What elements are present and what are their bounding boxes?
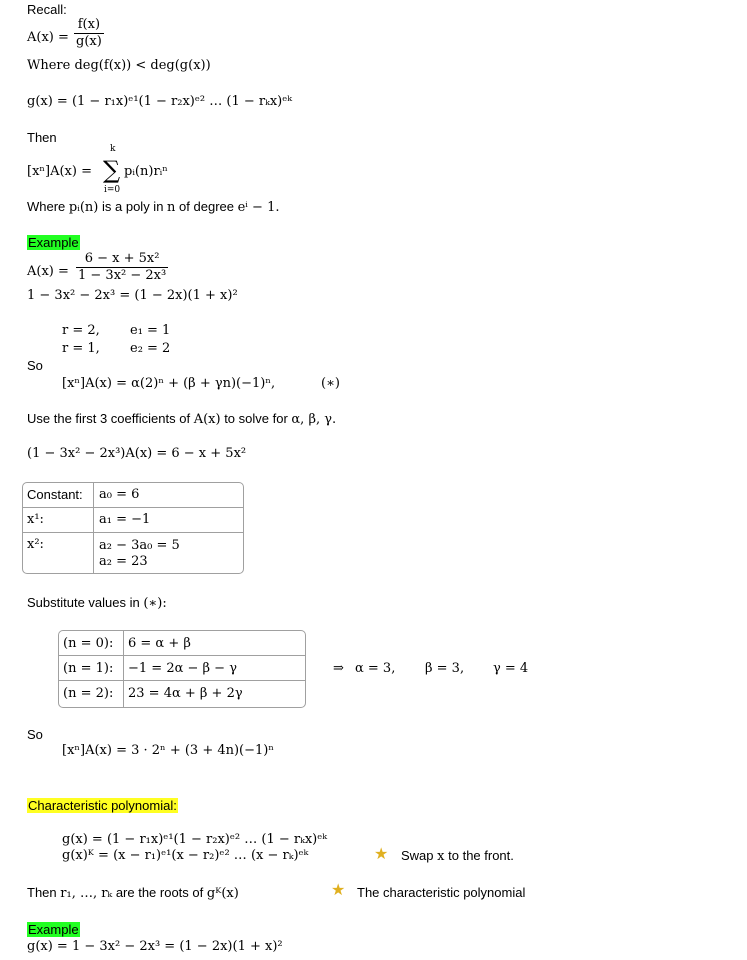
example-a-fraction: [76, 251, 168, 284]
example-a-numerator: 6 − x + 5x²: [76, 251, 168, 268]
row-label: (n = 0):: [63, 636, 114, 651]
poly-note-math: n: [167, 200, 176, 215]
a-def-denominator: g(x): [76, 34, 102, 49]
sum-term: pᵢ(n)rᵢⁿ: [124, 164, 168, 179]
example-highlight: Example: [28, 235, 79, 250]
multiplicity-e2: e₂ = 2: [130, 341, 171, 356]
substitute-math: (∗):: [143, 596, 167, 611]
poly-note-math: pᵢ(n): [68, 200, 99, 215]
roots-note-text: are the roots of: [115, 885, 204, 900]
a-def-lhs: A(x) =: [27, 30, 69, 45]
row-label: Constant:: [27, 487, 83, 502]
row-label: (n = 1):: [63, 661, 114, 676]
root-r1: r = 2,: [62, 323, 100, 338]
example2-g: g(x) = 1 − 3x² − 2x³ = (1 − 2x)(1 + x)²: [27, 939, 283, 954]
poly-note-math: eⁱ − 1.: [237, 200, 280, 215]
use-coefficients-note: [27, 411, 336, 428]
row-label: (n = 2):: [63, 686, 114, 701]
use-note-text: Use the first 3 coefficients of: [27, 411, 191, 426]
table-row: [23, 533, 243, 573]
row-value: a₀ = 6: [99, 487, 140, 502]
row-equation: −1 = 2α − β − γ: [128, 661, 237, 676]
multiplicity-e1: e₁ = 1: [130, 323, 171, 338]
a-def-numerator: f(x): [74, 17, 104, 34]
solution-alpha: α = 3,: [355, 661, 396, 676]
a-def-fraction: [74, 17, 104, 50]
sum-lower-limit: i=0: [104, 185, 121, 195]
root-r2: r = 1,: [62, 341, 100, 356]
roots-note-math: gᴷ(x): [206, 886, 239, 901]
coef-lhs: [xⁿ]A(x) =: [27, 164, 92, 179]
charpoly-highlight: Characteristic polynomial:: [28, 798, 177, 813]
example-label: [27, 235, 80, 251]
row-label: x²:: [27, 537, 44, 552]
row-equation: 6 = α + β: [128, 636, 191, 651]
sum-upper-limit: k: [110, 144, 116, 154]
star-icon: ★: [331, 882, 346, 899]
table-row: [23, 483, 243, 508]
solution-beta: β = 3,: [425, 661, 465, 676]
charpoly-note: The characteristic polynomial: [357, 885, 526, 900]
roots-note-math: r₁, …, rₖ: [60, 886, 113, 901]
star-icon: ★: [374, 846, 389, 863]
equation-tag: (∗): [321, 376, 340, 391]
row-value: a₂ = 23: [99, 554, 148, 569]
poly-note-text: Where: [27, 199, 66, 214]
poly-note-text: is a poly in: [102, 199, 164, 214]
row-value: a₁ = −1: [99, 512, 151, 527]
row-equation: 23 = 4α + β + 2γ: [128, 686, 243, 701]
swap-note: [401, 848, 514, 865]
g-definition: g(x) = (1 − r₁x)ᵉ¹(1 − r₂x)ᵉ² … (1 − rₖx)ᵉᵏ: [27, 94, 293, 109]
use-note-math: α, β, γ.: [291, 412, 337, 427]
swap-note-text: to the front.: [448, 848, 514, 863]
use-note-math: A(x): [193, 412, 221, 427]
charpoly-g: g(x) = (1 − r₁x)ᵉ¹(1 − r₂x)ᵉ² … (1 − rₖx)ᵉᵏ: [62, 832, 328, 847]
substitute-note: [27, 595, 167, 612]
final-formula: [xⁿ]A(x) = 3 · 2ⁿ + (3 + 4n)(−1)ⁿ: [62, 743, 274, 758]
table-row: [23, 508, 243, 533]
roots-note-text: Then: [27, 885, 57, 900]
example-a-denominator: 1 − 3x² − 2x³: [78, 268, 167, 283]
general-formula: [xⁿ]A(x) = α(2)ⁿ + (β + γn)(−1)ⁿ,: [62, 376, 276, 391]
swap-note-text: Swap: [401, 848, 434, 863]
example-a-lhs: A(x) =: [27, 264, 69, 279]
coefficient-table: [22, 482, 244, 574]
example-label: [27, 922, 80, 938]
row-label: x¹:: [27, 512, 44, 527]
substitute-text: Substitute values in: [27, 595, 140, 610]
then-label: Then: [27, 130, 57, 145]
system-table: [58, 630, 306, 708]
product-equation: (1 − 3x² − 2x³)A(x) = 6 − x + 5x²: [27, 446, 247, 461]
use-note-text: to solve for: [224, 411, 288, 426]
summation-symbol: ∑: [103, 156, 121, 184]
so-label: So: [27, 727, 43, 742]
example-highlight: Example: [28, 922, 79, 937]
row-value: a₂ − 3a₀ = 5: [99, 538, 180, 553]
table-row: [59, 656, 305, 681]
so-label: So: [27, 358, 43, 373]
swap-note-math: x: [437, 849, 445, 864]
poly-degree-note: [27, 199, 279, 216]
solution-gamma: γ = 4: [493, 661, 529, 676]
implies-arrow: ⇒: [333, 661, 344, 676]
factorization: 1 − 3x² − 2x³ = (1 − 2x)(1 + x)²: [27, 288, 238, 303]
table-row: [59, 681, 305, 707]
charpoly-reversed: g(x)ᴷ = (x − r₁)ᵉ¹(x − r₂)ᵉ² … (x − rₖ)ᵉᵏ: [62, 848, 309, 863]
degree-condition: Where deg(f(x)) < deg(g(x)): [27, 58, 211, 73]
poly-note-text: of degree: [179, 199, 234, 214]
recall-heading: Recall:: [27, 2, 67, 17]
roots-note: [27, 885, 239, 902]
table-row: [59, 631, 305, 656]
charpoly-heading: [27, 798, 178, 814]
